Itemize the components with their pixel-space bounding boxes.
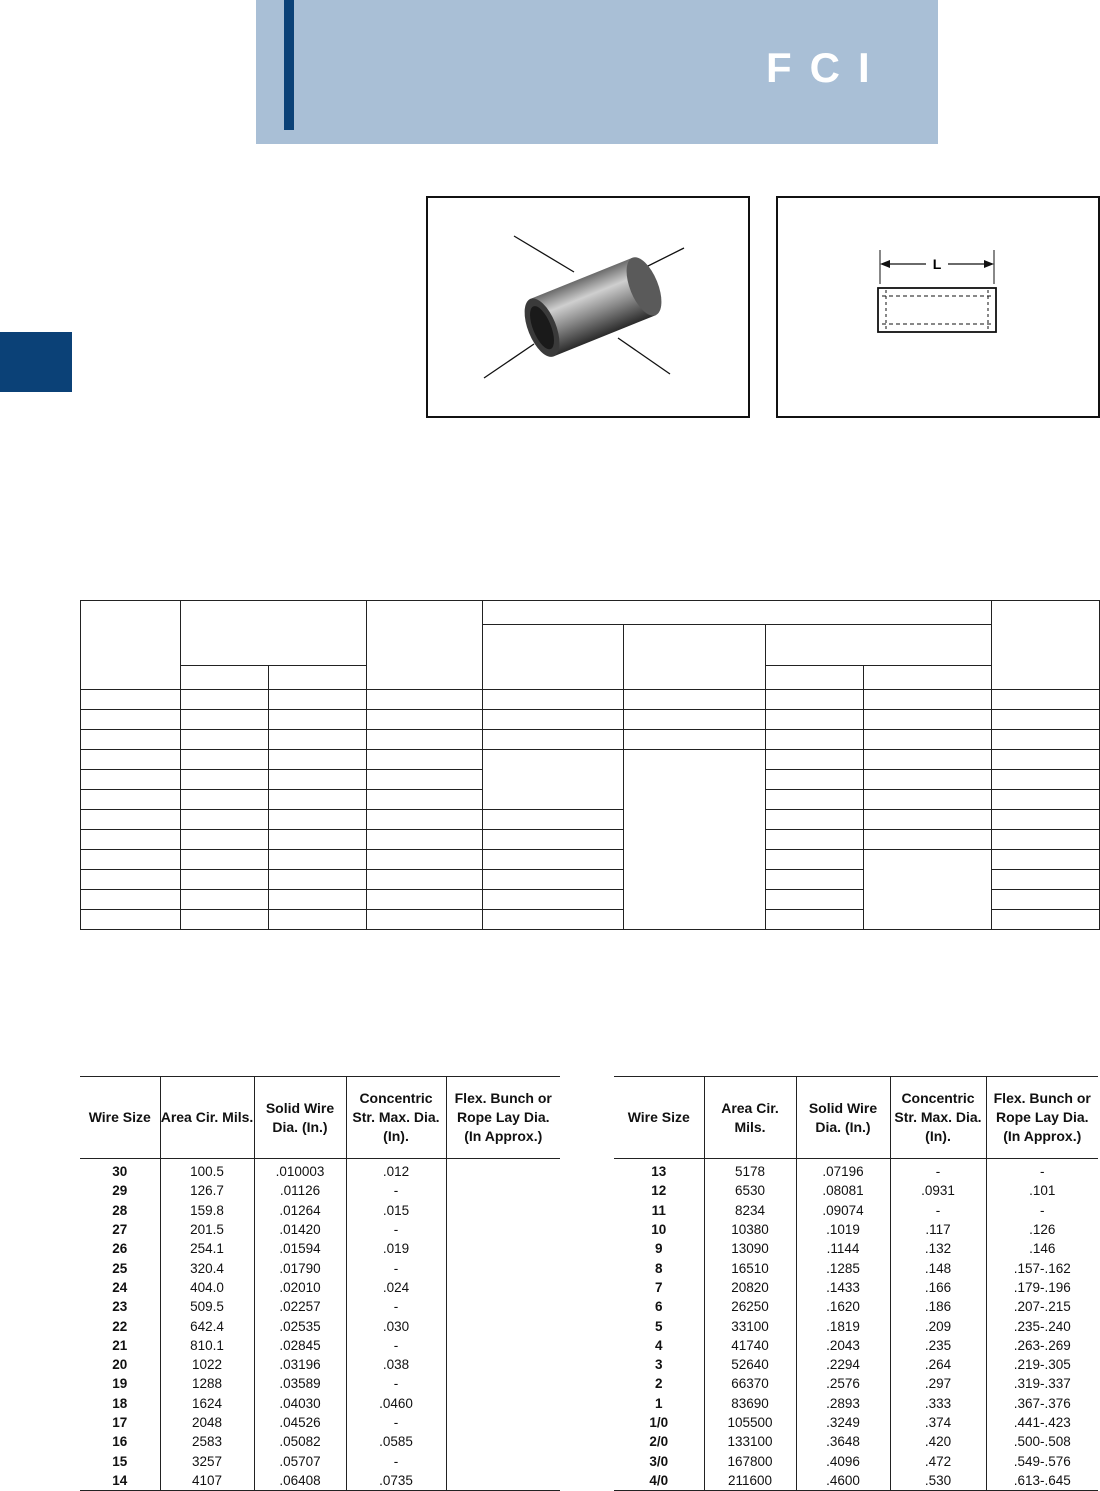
wire-size-cell: 12 xyxy=(614,1181,704,1200)
table-row xyxy=(80,1413,560,1432)
flex-dia-cell xyxy=(446,1355,560,1374)
area-cell: 6530 xyxy=(704,1181,796,1200)
solid-dia-cell: .05082 xyxy=(254,1432,346,1451)
wire-size-cell: 24 xyxy=(80,1278,160,1297)
solid-dia-cell: .03589 xyxy=(254,1374,346,1393)
solid-dia-cell: .3249 xyxy=(796,1413,890,1432)
concentric-dia-cell: .209 xyxy=(890,1316,986,1335)
table-row xyxy=(614,1355,1098,1374)
table-row xyxy=(80,1316,560,1335)
area-cell: 201.5 xyxy=(160,1220,254,1239)
flex-dia-cell xyxy=(446,1297,560,1316)
area-cell: 4107 xyxy=(160,1471,254,1491)
area-cell: 133100 xyxy=(704,1432,796,1451)
selection-grid-table xyxy=(80,600,1100,930)
wire-size-cell: 21 xyxy=(80,1336,160,1355)
wire-size-cell: 15 xyxy=(80,1451,160,1470)
solid-dia-cell: .04030 xyxy=(254,1394,346,1413)
flex-dia-cell: - xyxy=(1040,1164,1045,1180)
concentric-dia-cell: .333 xyxy=(890,1394,986,1413)
wire-size-cell: 23 xyxy=(80,1297,160,1316)
wire-size-cell: 14 xyxy=(80,1471,160,1491)
concentric-dia-cell: .0931 xyxy=(890,1181,986,1200)
area-cell: 320.4 xyxy=(160,1258,254,1277)
col-concentric-dia: Concentric Str. Max. Dia. (In). xyxy=(890,1077,986,1159)
solid-dia-cell: .02845 xyxy=(254,1336,346,1355)
table-row xyxy=(80,1432,560,1451)
solid-dia-cell: .01126 xyxy=(254,1181,346,1200)
wire-size-cell: 26 xyxy=(80,1239,160,1258)
header-accent-bar xyxy=(284,0,294,130)
wire-size-cell: 3/0 xyxy=(614,1451,704,1470)
table-row xyxy=(80,1278,560,1297)
area-cell: 10380 xyxy=(704,1220,796,1239)
area-cell: 1022 xyxy=(160,1355,254,1374)
solid-dia-cell: .010003 xyxy=(254,1159,346,1182)
flex-dia-cell: .219-.305 xyxy=(1013,1357,1071,1373)
concentric-dia-cell: - xyxy=(346,1297,446,1316)
wire-size-cell: 19 xyxy=(80,1374,160,1393)
flex-dia-cell: .126 xyxy=(1029,1222,1056,1238)
flex-dia-cell: - xyxy=(1040,1202,1045,1218)
solid-dia-cell: .08081 xyxy=(796,1181,890,1200)
wire-size-cell: 27 xyxy=(80,1220,160,1239)
wire-size-cell: 16 xyxy=(80,1432,160,1451)
table-row xyxy=(80,1220,560,1239)
flex-dia-cell xyxy=(446,1181,560,1200)
wire-size-cell: 25 xyxy=(80,1258,160,1277)
solid-dia-cell: .4096 xyxy=(796,1451,890,1470)
wire-size-cell: 29 xyxy=(80,1181,160,1200)
area-cell: 20820 xyxy=(704,1278,796,1297)
area-cell: 3257 xyxy=(160,1451,254,1470)
concentric-dia-cell: - xyxy=(890,1159,986,1182)
concentric-dia-cell: .132 xyxy=(890,1239,986,1258)
flex-dia-cell: .146 xyxy=(1029,1241,1056,1257)
area-cell: 83690 xyxy=(704,1394,796,1413)
table-row xyxy=(614,1471,1098,1491)
concentric-dia-cell: - xyxy=(346,1336,446,1355)
concentric-dia-cell: - xyxy=(346,1374,446,1393)
solid-dia-cell: .02257 xyxy=(254,1297,346,1316)
concentric-dia-cell: .024 xyxy=(346,1278,446,1297)
area-cell: 254.1 xyxy=(160,1239,254,1258)
solid-dia-cell: .2576 xyxy=(796,1374,890,1393)
concentric-dia-cell: .374 xyxy=(890,1413,986,1432)
wire-size-cell: 2 xyxy=(614,1374,704,1393)
concentric-dia-cell: - xyxy=(346,1451,446,1470)
solid-dia-cell: .02010 xyxy=(254,1278,346,1297)
solid-dia-cell: .06408 xyxy=(254,1471,346,1491)
flex-dia-cell: .207-.215 xyxy=(1013,1299,1071,1315)
col-flex-dia: Flex. Bunch or Rope Lay Dia. (In Approx.) xyxy=(986,1077,1098,1159)
table-row xyxy=(80,1394,560,1413)
wire-size-cell: 8 xyxy=(614,1258,704,1277)
area-cell: 126.7 xyxy=(160,1181,254,1200)
col-flex-dia: Flex. Bunch or Rope Lay Dia. (In Approx.) xyxy=(446,1077,560,1159)
wire-size-cell: 1 xyxy=(614,1394,704,1413)
table-row xyxy=(80,1374,560,1393)
wire-size-cell: 2/0 xyxy=(614,1432,704,1451)
table-row xyxy=(80,1451,560,1470)
concentric-dia-cell: .0735 xyxy=(346,1471,446,1491)
concentric-dia-cell: .530 xyxy=(890,1471,986,1491)
flex-dia-cell: .179-.196 xyxy=(1013,1279,1071,1295)
section-tab xyxy=(0,332,72,392)
flex-dia-cell xyxy=(446,1451,560,1470)
area-cell: 33100 xyxy=(704,1316,796,1335)
solid-dia-cell: .1144 xyxy=(796,1239,890,1258)
area-cell: 159.8 xyxy=(160,1201,254,1220)
wire-size-table-right xyxy=(614,1076,1098,1491)
solid-dia-cell: .4600 xyxy=(796,1471,890,1491)
flex-dia-cell: .319-.337 xyxy=(1013,1376,1071,1392)
col-area: Area Cir. Mils. xyxy=(160,1077,254,1159)
area-cell: 66370 xyxy=(704,1374,796,1393)
concentric-dia-cell: .0460 xyxy=(346,1394,446,1413)
area-cell: 404.0 xyxy=(160,1278,254,1297)
flex-dia-cell: .500-.508 xyxy=(1013,1434,1071,1450)
table-row xyxy=(80,1181,560,1200)
table-row xyxy=(614,1374,1098,1393)
flex-dia-cell xyxy=(446,1336,560,1355)
dimension-drawing xyxy=(778,198,1098,416)
solid-dia-cell: .01790 xyxy=(254,1258,346,1277)
flex-dia-cell xyxy=(446,1220,560,1239)
table-row xyxy=(614,1297,1098,1316)
col-solid-dia: Solid Wire Dia. (In.) xyxy=(254,1077,346,1159)
solid-dia-cell: .1620 xyxy=(796,1297,890,1316)
solid-dia-cell: .07196 xyxy=(796,1159,890,1182)
concentric-dia-cell: - xyxy=(346,1181,446,1200)
area-cell: 41740 xyxy=(704,1336,796,1355)
concentric-dia-cell: .166 xyxy=(890,1278,986,1297)
table-row xyxy=(614,1181,1098,1200)
area-cell: 810.1 xyxy=(160,1336,254,1355)
flex-dia-cell: .441-.423 xyxy=(1013,1415,1071,1430)
solid-dia-cell: .1019 xyxy=(796,1220,890,1239)
table-row xyxy=(80,1239,560,1258)
flex-dia-cell xyxy=(446,1258,560,1277)
table-row xyxy=(80,1297,560,1316)
table-row xyxy=(614,1220,1098,1239)
col-area: Area Cir. Mils. xyxy=(704,1077,796,1159)
area-cell: 642.4 xyxy=(160,1316,254,1335)
concentric-dia-cell: .038 xyxy=(346,1355,446,1374)
solid-dia-cell: .03196 xyxy=(254,1355,346,1374)
area-cell: 26250 xyxy=(704,1297,796,1316)
table-row xyxy=(614,1201,1098,1220)
brand-logo: FCI xyxy=(766,44,888,91)
flex-dia-cell xyxy=(446,1432,560,1451)
flex-dia-cell xyxy=(446,1316,560,1335)
concentric-dia-cell: .235 xyxy=(890,1336,986,1355)
concentric-dia-cell: .012 xyxy=(346,1159,446,1182)
area-cell: 509.5 xyxy=(160,1297,254,1316)
flex-dia-cell xyxy=(446,1413,560,1432)
table-row xyxy=(614,1278,1098,1297)
wire-size-cell: 18 xyxy=(80,1394,160,1413)
wire-size-cell: 7 xyxy=(614,1278,704,1297)
table-row xyxy=(614,1316,1098,1335)
flex-dia-cell: .367-.376 xyxy=(1013,1395,1071,1411)
table-row xyxy=(80,1258,560,1277)
wire-size-table-left xyxy=(80,1076,560,1491)
wire-size-cell: 13 xyxy=(614,1159,704,1182)
wire-size-cell: 3 xyxy=(614,1355,704,1374)
flex-dia-cell xyxy=(446,1201,560,1220)
flex-dia-cell: .613-.645 xyxy=(986,1471,1098,1491)
concentric-dia-cell: .0585 xyxy=(346,1432,446,1451)
table-body xyxy=(614,1159,1098,1491)
solid-dia-cell: .05707 xyxy=(254,1451,346,1470)
wire-size-cell: 20 xyxy=(80,1355,160,1374)
wire-size-cell: 22 xyxy=(80,1316,160,1335)
col-solid-dia: Solid Wire Dia. (In.) xyxy=(796,1077,890,1159)
flex-dia-cell: .263-.269 xyxy=(1013,1337,1071,1353)
solid-dia-cell: .04526 xyxy=(254,1413,346,1432)
area-cell: 52640 xyxy=(704,1355,796,1374)
wire-size-cell: 28 xyxy=(80,1201,160,1220)
table-row xyxy=(80,1336,560,1355)
area-cell: 211600 xyxy=(704,1471,796,1491)
concentric-dia-cell: - xyxy=(890,1201,986,1220)
wire-size-cell: 10 xyxy=(614,1220,704,1239)
table-row xyxy=(614,1239,1098,1258)
flex-dia-cell: .235-.240 xyxy=(1013,1318,1071,1334)
flex-dia-cell: .101 xyxy=(1029,1183,1056,1199)
flex-dia-cell: .549-.576 xyxy=(1013,1453,1071,1469)
area-cell: 2583 xyxy=(160,1432,254,1451)
wire-size-cell: 4 xyxy=(614,1336,704,1355)
area-cell: 16510 xyxy=(704,1258,796,1277)
flex-dia-cell xyxy=(446,1239,560,1258)
area-cell: 13090 xyxy=(704,1239,796,1258)
solid-dia-cell: .01264 xyxy=(254,1201,346,1220)
concentric-dia-cell: .117 xyxy=(890,1220,986,1239)
solid-dia-cell: .1433 xyxy=(796,1278,890,1297)
concentric-dia-cell: .264 xyxy=(890,1355,986,1374)
table-row xyxy=(80,1159,560,1182)
wire-size-cell: 30 xyxy=(80,1159,160,1182)
table-body xyxy=(80,1159,560,1491)
table-row xyxy=(80,1471,560,1491)
area-cell: 5178 xyxy=(704,1159,796,1182)
dimension-label: L xyxy=(932,256,942,272)
area-cell: 105500 xyxy=(704,1413,796,1432)
area-cell: 2048 xyxy=(160,1413,254,1432)
flex-dia-cell xyxy=(446,1278,560,1297)
area-cell: 1624 xyxy=(160,1394,254,1413)
solid-dia-cell: .2043 xyxy=(796,1336,890,1355)
concentric-dia-cell: - xyxy=(346,1220,446,1239)
table-row xyxy=(614,1413,1098,1432)
wire-size-cell: 11 xyxy=(614,1201,704,1220)
table-row xyxy=(614,1432,1098,1451)
concentric-dia-cell: .015 xyxy=(346,1201,446,1220)
concentric-dia-cell: .297 xyxy=(890,1374,986,1393)
flex-dia-cell xyxy=(446,1394,560,1413)
solid-dia-cell: .01420 xyxy=(254,1220,346,1239)
concentric-dia-cell: - xyxy=(346,1258,446,1277)
concentric-dia-cell: .186 xyxy=(890,1297,986,1316)
flex-dia-cell xyxy=(446,1471,560,1491)
flex-dia-cell xyxy=(446,1159,560,1182)
area-cell: 167800 xyxy=(704,1451,796,1470)
table-row xyxy=(80,1201,560,1220)
solid-dia-cell: .02535 xyxy=(254,1316,346,1335)
solid-dia-cell: .2294 xyxy=(796,1355,890,1374)
solid-dia-cell: .01594 xyxy=(254,1239,346,1258)
area-cell: 1288 xyxy=(160,1374,254,1393)
wire-size-cell: 5 xyxy=(614,1316,704,1335)
concentric-dia-cell: .019 xyxy=(346,1239,446,1258)
col-concentric-dia: Concentric Str. Max. Dia. (In). xyxy=(346,1077,446,1159)
flex-dia-cell: .157-.162 xyxy=(1013,1260,1071,1276)
flex-dia-cell xyxy=(446,1374,560,1393)
solid-dia-cell: .1285 xyxy=(796,1258,890,1277)
butt-splice-image xyxy=(428,198,748,416)
concentric-dia-cell: .030 xyxy=(346,1316,446,1335)
solid-dia-cell: .1819 xyxy=(796,1316,890,1335)
concentric-dia-cell: .420 xyxy=(890,1432,986,1451)
product-photo-box xyxy=(426,196,750,418)
solid-dia-cell: .3648 xyxy=(796,1432,890,1451)
concentric-dia-cell: - xyxy=(346,1413,446,1432)
dimension-drawing-box xyxy=(776,196,1100,418)
area-cell: 8234 xyxy=(704,1201,796,1220)
table-row xyxy=(614,1258,1098,1277)
solid-dia-cell: .09074 xyxy=(796,1201,890,1220)
area-cell: 100.5 xyxy=(160,1159,254,1182)
col-wire-size: Wire Size xyxy=(614,1077,704,1159)
wire-size-cell: 4/0 xyxy=(614,1471,704,1491)
solid-dia-cell: .2893 xyxy=(796,1394,890,1413)
col-wire-size: Wire Size xyxy=(80,1077,160,1159)
concentric-dia-cell: .148 xyxy=(890,1258,986,1277)
table-row xyxy=(80,1355,560,1374)
concentric-dia-cell: .472 xyxy=(890,1451,986,1470)
table-row xyxy=(614,1451,1098,1470)
table-row xyxy=(614,1336,1098,1355)
wire-size-cell: 1/0 xyxy=(614,1413,704,1432)
table-row xyxy=(614,1394,1098,1413)
table-row xyxy=(614,1159,1098,1182)
wire-size-cell: 17 xyxy=(80,1413,160,1432)
wire-size-cell: 9 xyxy=(614,1239,704,1258)
wire-size-cell: 6 xyxy=(614,1297,704,1316)
